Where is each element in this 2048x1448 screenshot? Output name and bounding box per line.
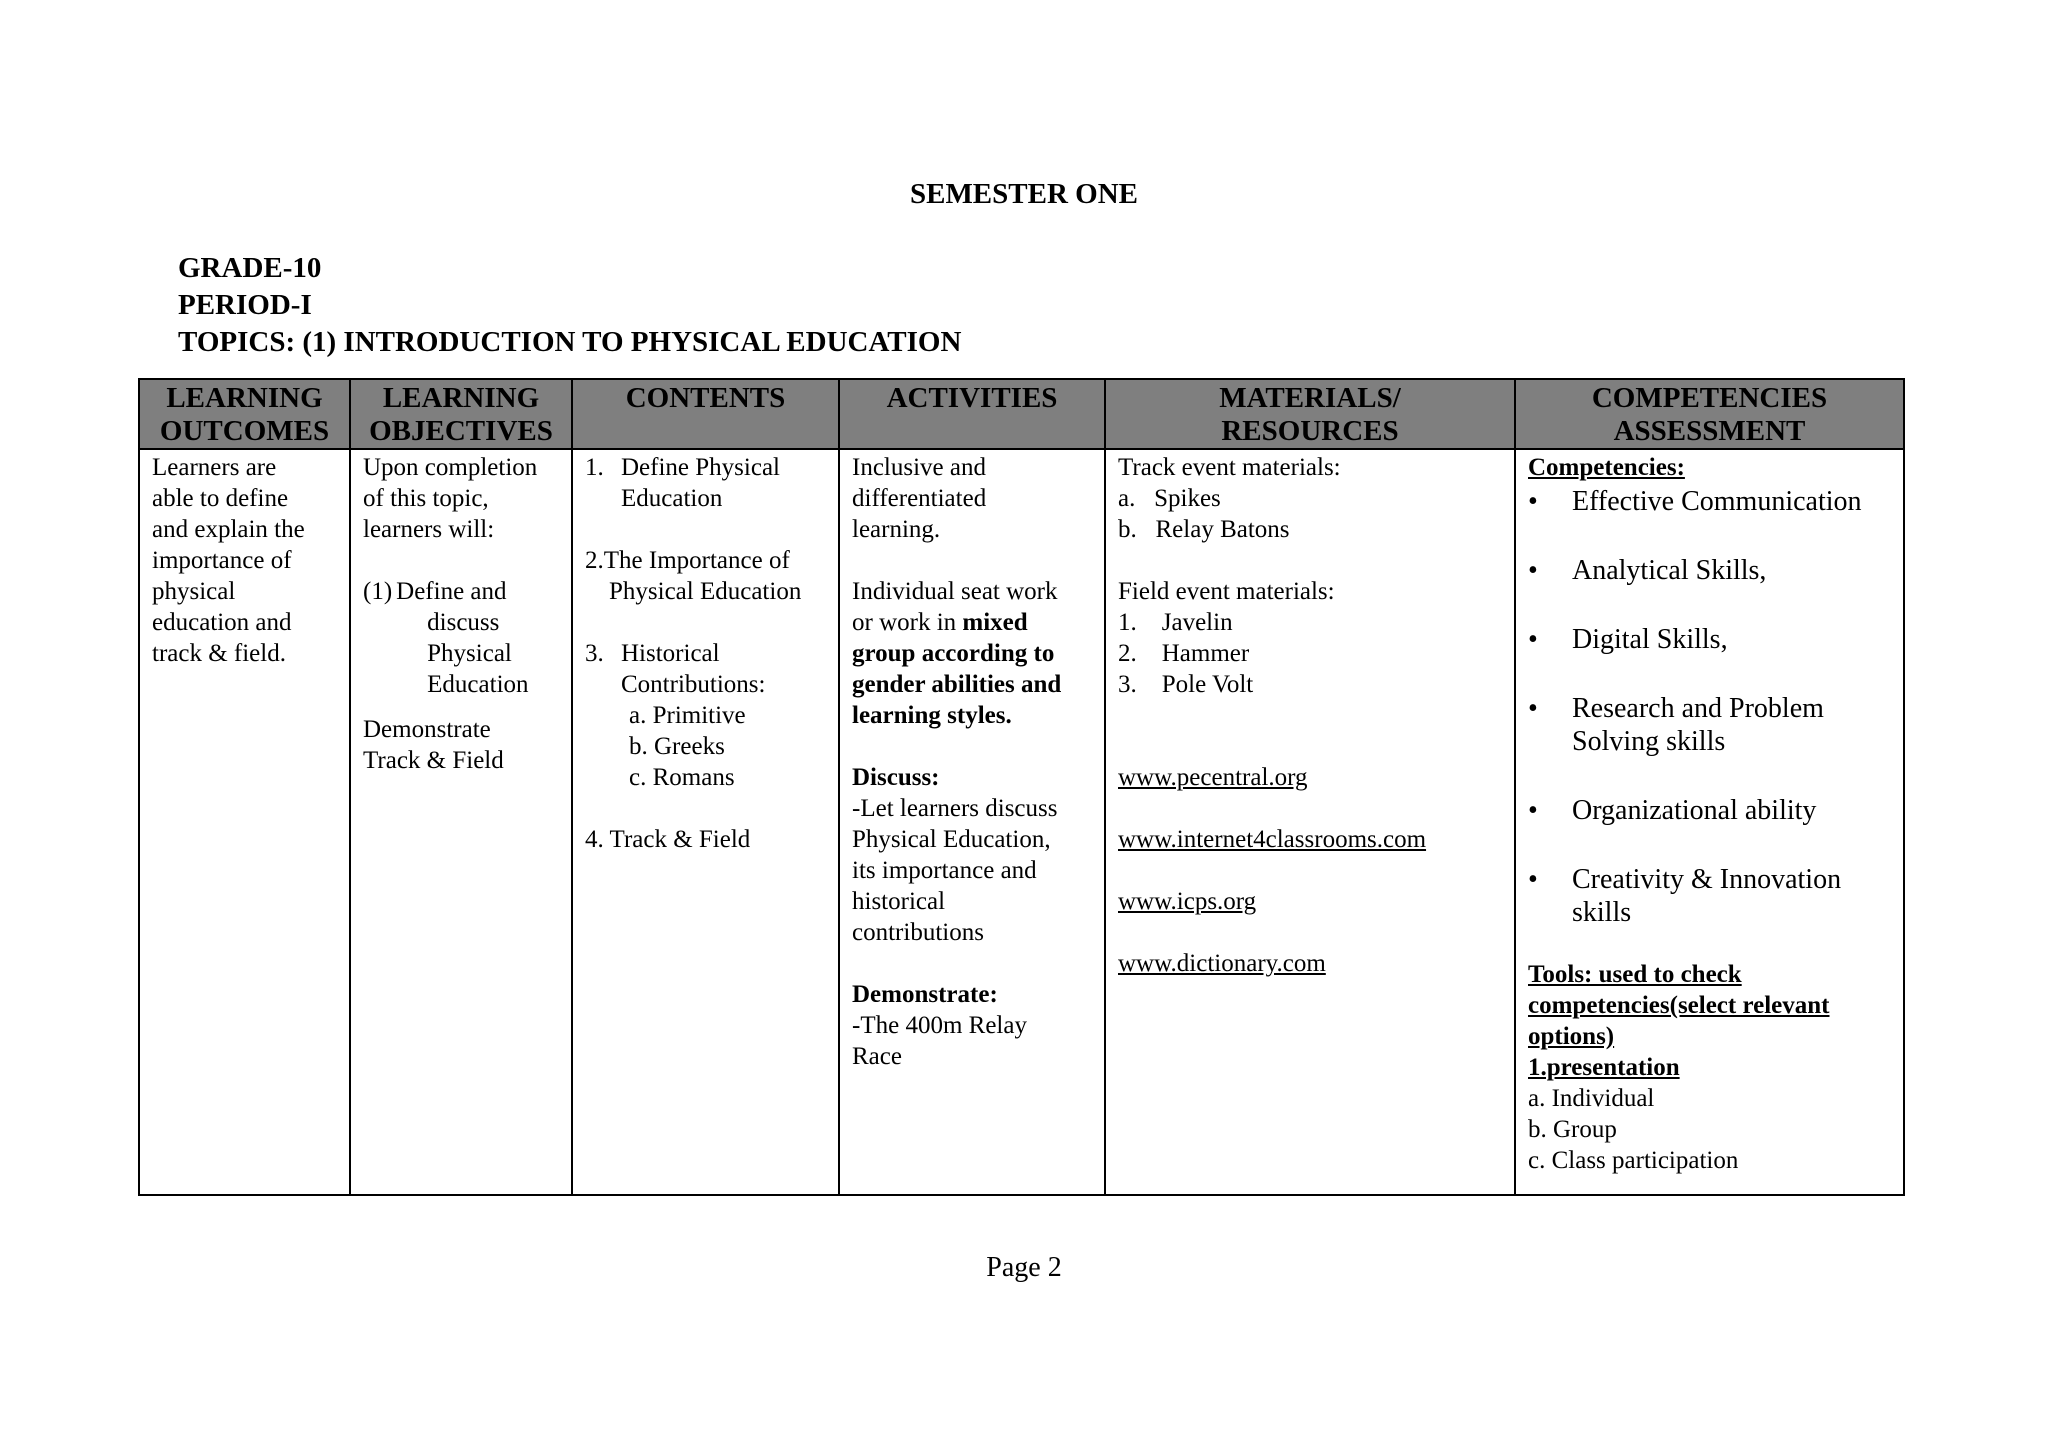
column-header-activities: ACTIVITIES bbox=[839, 379, 1105, 449]
list-item: • Analytical Skills, bbox=[1528, 555, 1767, 586]
table-header-row bbox=[139, 379, 1904, 449]
table-row bbox=[139, 449, 1904, 1195]
column-header-competencies-assessment: COMPETENCIES ASSESSMENT bbox=[1515, 379, 1904, 449]
competencies-label: Competencies: bbox=[1528, 454, 1685, 481]
list-item: • Research and Problem Solving skills bbox=[1528, 693, 1824, 757]
semester-title: SEMESTER ONE bbox=[909, 178, 1139, 210]
bullet-icon: • bbox=[1528, 864, 1538, 895]
presentation-label: 1.presentation bbox=[1528, 1054, 1680, 1081]
list-item: • Organizational ability bbox=[1528, 795, 1817, 826]
content-item: 4. Track & Field bbox=[585, 826, 751, 853]
resource-link[interactable]: www.pecentral.org bbox=[1118, 764, 1308, 791]
content-item: 1. Define Physical Education bbox=[585, 454, 780, 512]
resource-link[interactable]: www.dictionary.com bbox=[1118, 950, 1326, 977]
grade-label: GRADE-10 bbox=[178, 252, 322, 284]
contents-cell: 1. Define Physical Education 2.The Importance of Physical Education 3. Historical Contributions: a. Primitive b. Greeks c. Romans 4. Track & Field bbox=[572, 449, 839, 1195]
bullet-icon: • bbox=[1528, 555, 1538, 586]
content-item: 2.The Importance of bbox=[585, 547, 790, 574]
demonstrate-label: Demonstrate: bbox=[852, 981, 998, 1008]
topics-label: TOPICS: (1) INTRODUCTION TO PHYSICAL EDUCATION bbox=[178, 326, 962, 358]
content-item: 3. Historical Contributions: bbox=[585, 640, 766, 698]
bullet-icon: • bbox=[1528, 795, 1538, 826]
objectives-cell: Upon completion of this topic, learners will: (1) Define and discuss Physical Education Demonstrate Track & Field bbox=[350, 449, 572, 1195]
document-header bbox=[178, 250, 961, 361]
list-item: • Digital Skills, bbox=[1528, 624, 1728, 655]
bullet-icon: • bbox=[1528, 486, 1538, 517]
resource-link[interactable]: www.icps.org bbox=[1118, 888, 1257, 915]
objective-item: (1) Define and discuss Physical Education bbox=[363, 578, 529, 698]
bullet-icon: • bbox=[1528, 624, 1538, 655]
tools-label: Tools: used to check bbox=[1528, 961, 1742, 988]
column-header-contents: CONTENTS bbox=[572, 379, 839, 449]
competencies-cell: Competencies: • Effective Communication • Analytical Skills, • Digital Skills, • Research and Problem Solving skills • Organizational ability • Creativity & Innovation skills Tools: used to check competencies(select relevant options) 1.presentation a. Individual b. Group c. Class participation bbox=[1515, 449, 1904, 1195]
column-header-materials-resources: MATERIALS/ RESOURCES bbox=[1105, 379, 1515, 449]
page-number: Page 2 bbox=[986, 1252, 1062, 1283]
period-label: PERIOD-I bbox=[178, 289, 312, 321]
list-item: • Creativity & Innovation skills bbox=[1528, 864, 1842, 928]
materials-cell: Track event materials: a. Spikes b. Relay Batons Field event materials: 1. Javelin 2. Hammer 3. Pole Volt www.pecentral.org www.internet4classrooms.com www.icps.org www.dictionary.com bbox=[1105, 449, 1515, 1195]
bullet-icon: • bbox=[1528, 693, 1538, 724]
column-header-learning-objectives: LEARNING OBJECTIVES bbox=[350, 379, 572, 449]
outcomes-cell: Learners are able to define and explain the importance of physical education and track & field. bbox=[139, 449, 350, 1195]
discuss-label: Discuss: bbox=[852, 764, 940, 791]
column-header-learning-outcomes: LEARNING OUTCOMES bbox=[139, 379, 350, 449]
lesson-plan-table bbox=[138, 378, 1905, 1196]
resource-link[interactable]: www.internet4classrooms.com bbox=[1118, 826, 1427, 853]
activities-cell: Inclusive and differentiated learning. Individual seat work or work in mixed group according to gender abilities and learning styles. Discuss: -Let learners discuss Physical Education, its importance and historical contributions Demonstrate: -The 400m Relay Race bbox=[839, 449, 1105, 1195]
list-item: • Effective Communication bbox=[1528, 486, 1862, 517]
